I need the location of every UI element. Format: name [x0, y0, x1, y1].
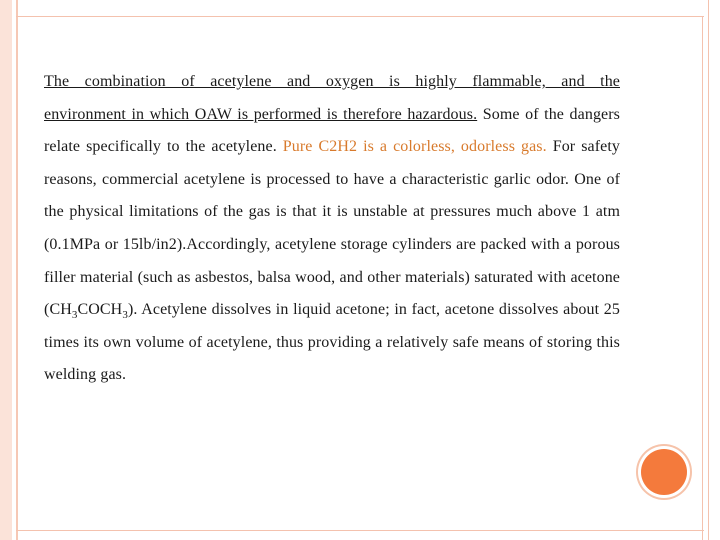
- formula-close: ).: [127, 301, 138, 319]
- right-border-line-inner: [702, 16, 703, 540]
- left-border-line: [16, 0, 18, 540]
- formula-subscript-1: 3: [71, 309, 78, 322]
- formula-coch: COCH: [77, 301, 123, 319]
- dissolve-sentence: Acetylene dissolves in liquid acetone; in fact, acetone dissolves about 25 times its own volume of acetylene, thus providing a relatively safe means of storing this welding gas.: [44, 301, 620, 384]
- safety-sentence: For safety reasons, commercial acetylene is processed to have a characteristic garlic odor. One of the physical limitations of the gas is that it is unstable at pressures much above 1 atm (0.1MPa or 15lb/in2).Accordingly, acetylene storage cylinders are packed with a porous filler material (such as asbestos, balsa wood, and other materials) saturated with acetone (: [44, 138, 620, 319]
- underlined-intro-line2: environment in which OAW is performed is therefore hazardous.: [44, 105, 478, 123]
- bottom-border-line: [16, 530, 704, 531]
- underlined-intro-line1: The combination of acetylene and oxygen is highly flammable, and the: [44, 73, 620, 90]
- decorative-circle-icon: [641, 449, 687, 495]
- right-border-line-outer: [708, 0, 709, 540]
- top-border-line: [16, 16, 704, 17]
- highlighted-sentence: Pure C2H2 is a colorless, odorless gas.: [282, 138, 547, 156]
- dangers-sentence: Some of the dangers relate specifically to the acetylene.: [44, 105, 620, 156]
- formula-ch: CH: [49, 301, 72, 319]
- formula-subscript-2: 3: [122, 309, 128, 322]
- slide-body-text: [44, 66, 620, 392]
- left-border-band: [0, 0, 12, 540]
